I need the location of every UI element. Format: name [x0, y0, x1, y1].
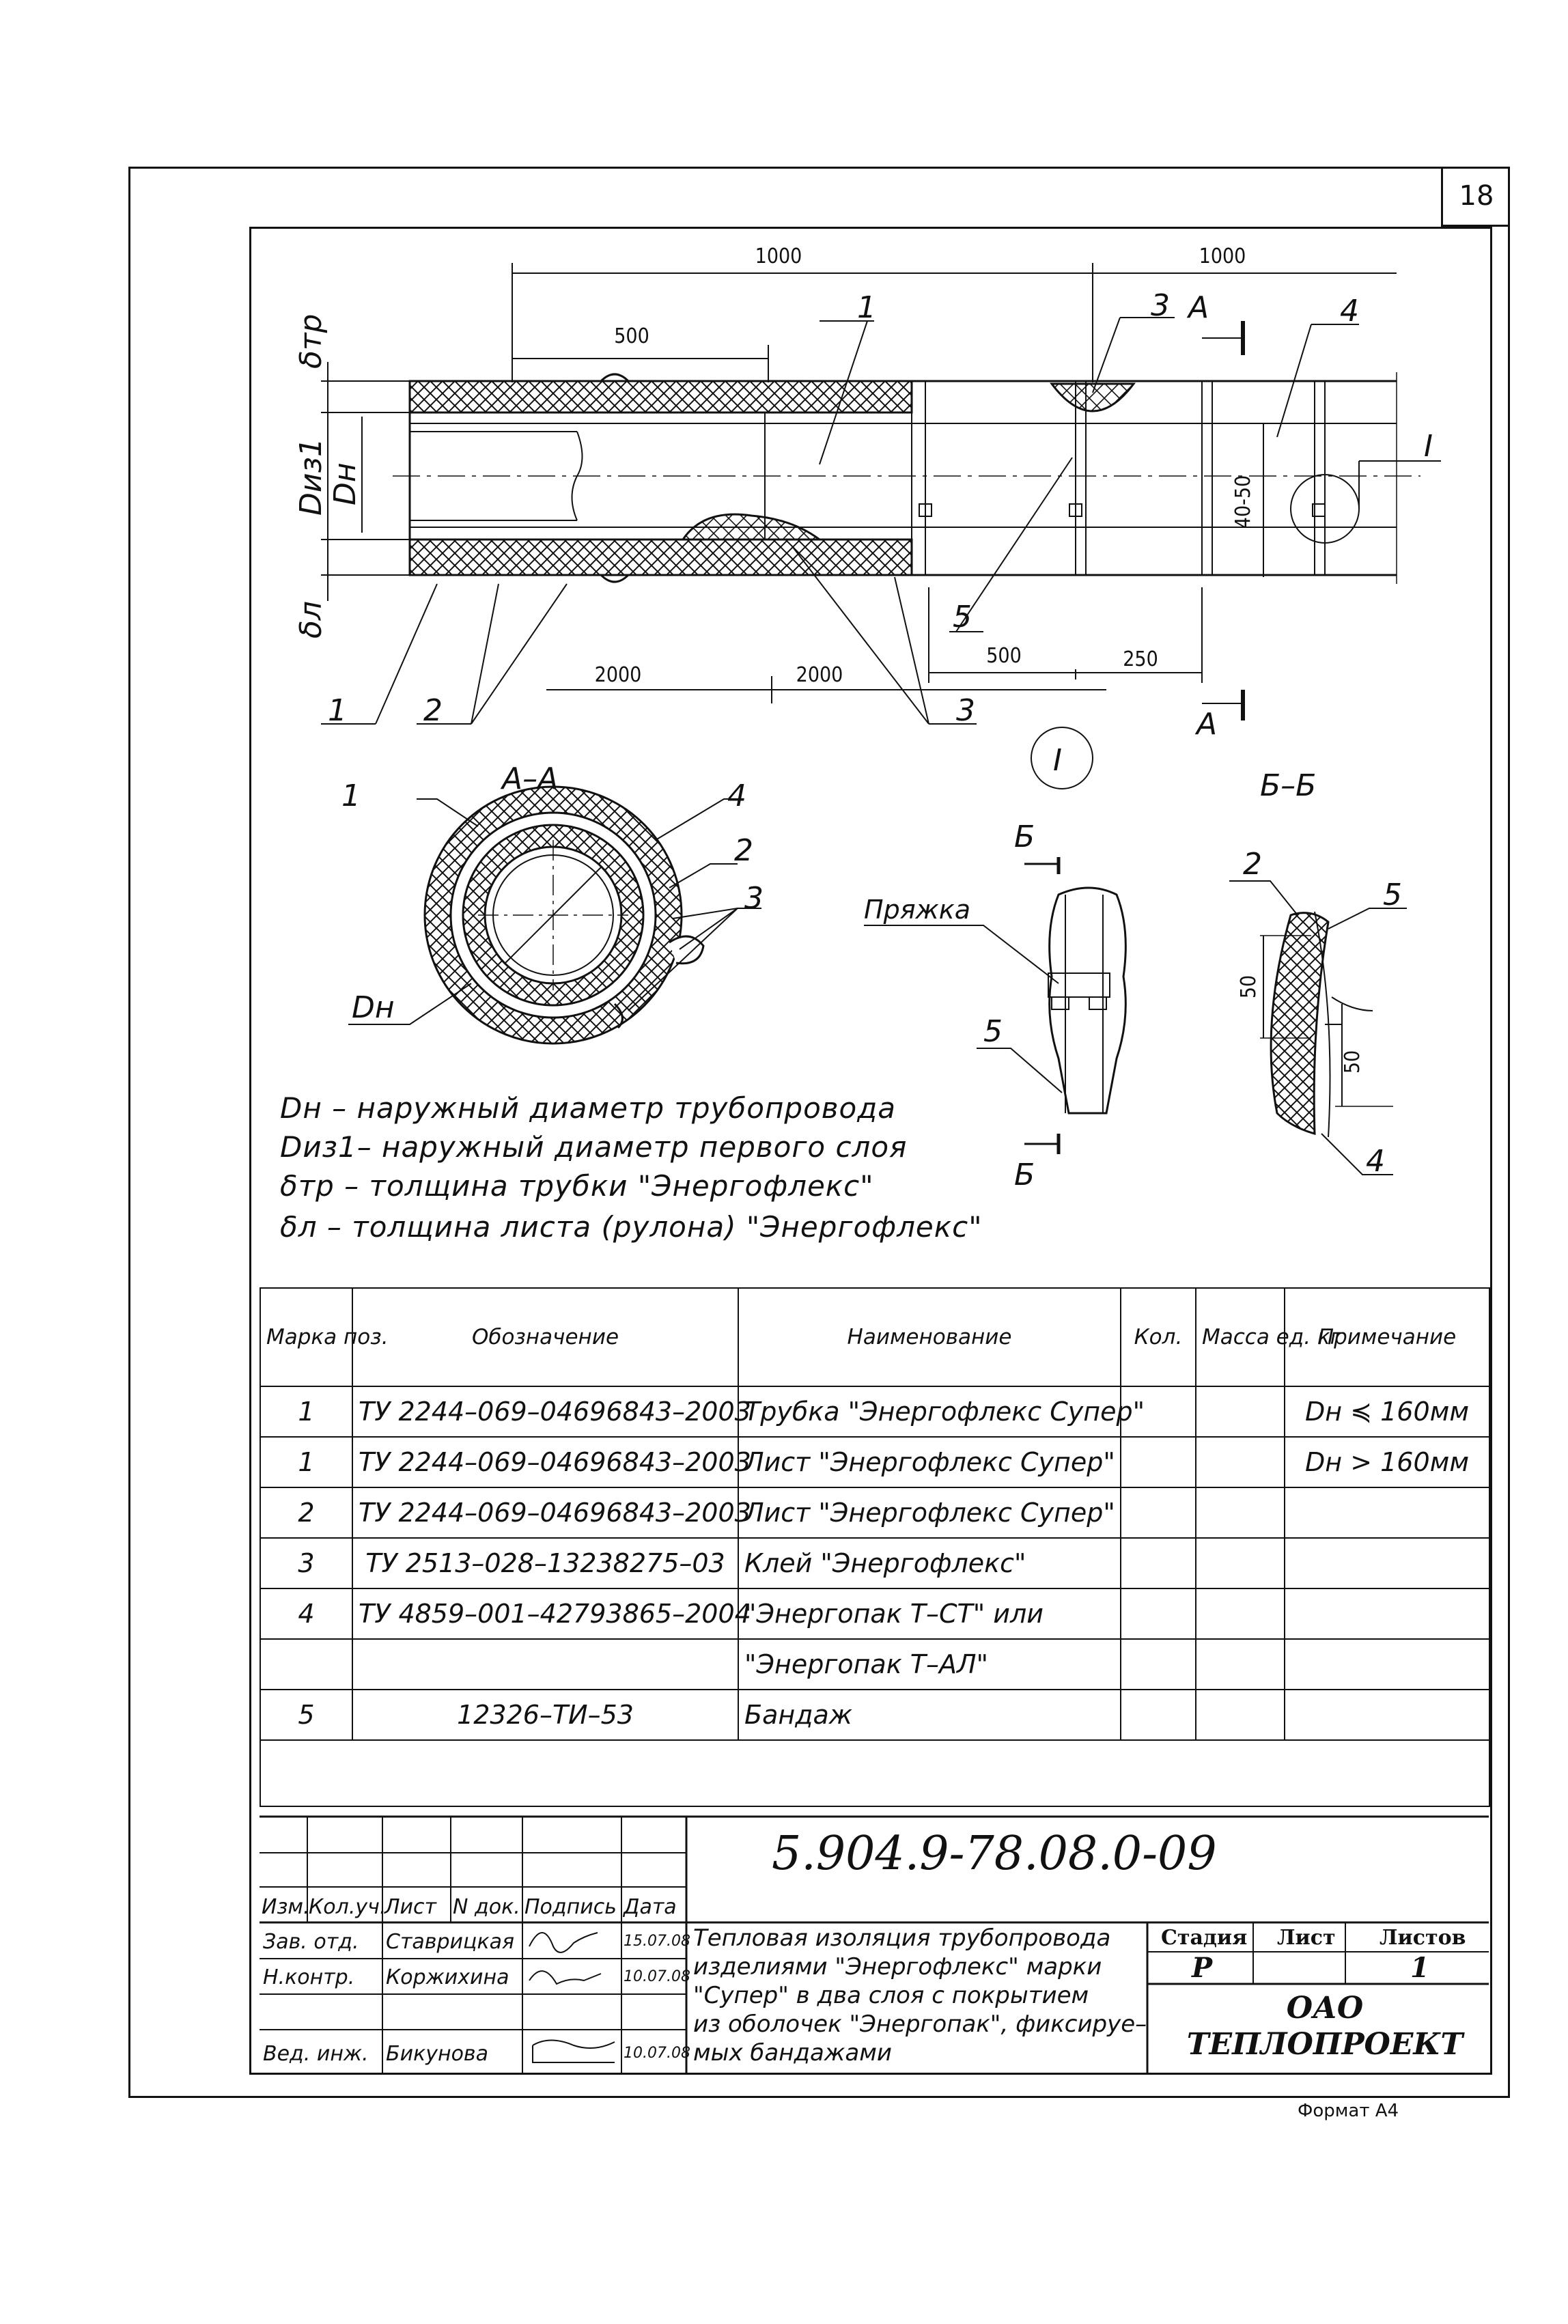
legend-line-diz1: Dиз1– наружный диаметр первого слоя — [280, 1130, 908, 1164]
legend-line-delta-l: δл – толщина листа (рулона) "Энергофлекс" — [280, 1210, 983, 1244]
aa-callout-3: 3 — [744, 881, 764, 916]
section-a-top: А — [1188, 290, 1209, 325]
dim-500-bottom: 500 — [986, 644, 1022, 668]
dn-side-label: Dн — [328, 462, 363, 505]
row-designation: ТУ 2513–028–13238275–03 — [352, 1538, 738, 1588]
role-n-kontr: Н.контр. — [263, 1965, 355, 1989]
delta-l-label: δл — [294, 600, 328, 639]
row-note: Dн > 160мм — [1285, 1437, 1489, 1487]
row-name: Лист "Энергофлекс Супер" — [738, 1487, 1121, 1538]
stage-value: Р — [1192, 1952, 1213, 1984]
row-mark: 3 — [260, 1538, 352, 1588]
bb-callout-5: 5 — [1383, 878, 1402, 912]
callout-5-mid: 5 — [953, 600, 972, 634]
title-line-5: мых бандажами — [693, 2039, 893, 2067]
dim-500-top: 500 — [614, 324, 649, 348]
dim-2000-right: 2000 — [796, 663, 843, 687]
cut-b-top: Б — [1014, 820, 1035, 854]
sheets-label: Листов — [1380, 1926, 1466, 1950]
format-label: Формат А4 — [1298, 2101, 1399, 2121]
d-iz1-label: Dиз1 — [294, 438, 328, 516]
callout-3-bottom: 3 — [956, 693, 975, 728]
org-line-1: ОАО — [1286, 1991, 1364, 2026]
callout-2-bottom: 2 — [423, 693, 443, 728]
col-ndoc: N док. — [453, 1895, 520, 1919]
row-name: "Энергопак Т–СТ" или — [738, 1588, 1121, 1639]
callout-3-top: 3 — [1151, 288, 1170, 323]
callout-1-top: 1 — [857, 290, 876, 325]
sheets-value: 1 — [1410, 1952, 1429, 1984]
row-designation: ТУ 4859–001–42793865–2004 — [352, 1588, 738, 1639]
dim-40-50: 40-50 — [1231, 475, 1255, 529]
name-korzhikhina: Коржихина — [386, 1965, 509, 1989]
callout-detail-i: I — [1424, 429, 1433, 464]
row-designation: 12326–ТИ–53 — [352, 1690, 738, 1740]
col-date: Дата — [624, 1895, 677, 1919]
col-kol: Кол.уч. — [309, 1895, 387, 1919]
section-a-bottom: А — [1196, 707, 1218, 742]
legend-line-delta-tr: δтр – толщина трубки "Энергофлекс" — [280, 1169, 874, 1203]
sheet-number: 18 — [1459, 180, 1494, 212]
org-line-2: ТЕПЛОПРОЕКТ — [1186, 2027, 1464, 2062]
row-name: Лист "Энергофлекс Супер" — [738, 1437, 1121, 1487]
dim-1000-right: 1000 — [1199, 244, 1246, 268]
role-zav-otd: Зав. отд. — [263, 1930, 359, 1954]
title-line-4: из оболочек "Энергопак", фиксируе– — [693, 2011, 1147, 2038]
name-bikunova: Бикунова — [386, 2042, 488, 2066]
row-mark: 2 — [260, 1487, 352, 1538]
date-3: 10.07.08 — [624, 2045, 690, 2062]
aa-callout-4: 4 — [727, 779, 746, 813]
header-mark: Марка поз. — [260, 1288, 352, 1386]
row-designation: ТУ 2244–069–04696843–2003 — [352, 1437, 738, 1487]
row-note: Dн ≼ 160мм — [1285, 1386, 1489, 1437]
legend-line-dn: Dн – наружный диаметр трубопровода — [280, 1091, 897, 1125]
aa-callout-2: 2 — [734, 833, 753, 868]
stage-label: Стадия — [1161, 1926, 1248, 1950]
sheet-label: Лист — [1277, 1926, 1336, 1950]
detail-callout-5: 5 — [983, 1014, 1003, 1049]
row-name: Клей "Энергофлекс" — [738, 1538, 1121, 1588]
callout-4-top: 4 — [1340, 294, 1359, 328]
title-line-1: Тепловая изоляция трубопровода — [693, 1924, 1111, 1952]
header-mass: Масса ед. кг — [1196, 1288, 1285, 1386]
delta-tr-label: δтр — [294, 313, 328, 369]
row-designation: ТУ 2244–069–04696843–2003 — [352, 1386, 738, 1437]
row-name: Бандаж — [738, 1690, 1121, 1740]
header-name: Наименование — [738, 1288, 1121, 1386]
cut-b-bottom: Б — [1014, 1158, 1035, 1192]
aa-callout-1: 1 — [341, 779, 361, 813]
section-aa-label: А–А — [502, 761, 559, 796]
row-mark: 1 — [260, 1437, 352, 1487]
signatures — [529, 1933, 615, 2062]
dim-250: 250 — [1123, 647, 1158, 671]
bb-callout-2: 2 — [1243, 847, 1262, 882]
row-mark: 4 — [260, 1588, 352, 1639]
detail-i-circle-label: I — [1053, 743, 1062, 778]
dim-2000-left: 2000 — [594, 663, 642, 687]
title-line-2: изделиями "Энергофлекс" марки — [693, 1953, 1102, 1980]
header-qty: Кол. — [1121, 1288, 1196, 1386]
date-2: 10.07.08 — [624, 1968, 690, 1985]
row-designation: ТУ 2244–069–04696843–2003 — [352, 1487, 738, 1538]
row-name: "Энергопак Т–АЛ" — [738, 1639, 1121, 1690]
header-designation: Обозначение — [352, 1288, 738, 1386]
aa-dn-label: Dн — [352, 990, 395, 1025]
col-sign: Подпись — [524, 1895, 617, 1919]
bb-callout-4: 4 — [1366, 1144, 1385, 1179]
dim-1000-left: 1000 — [755, 244, 802, 268]
row-mark: 1 — [260, 1386, 352, 1437]
title-line-3: "Супер" в два слоя с покрытием — [693, 1982, 1089, 2009]
col-list: Лист — [384, 1895, 437, 1919]
row-mark: 5 — [260, 1690, 352, 1740]
date-1: 15.07.08 — [624, 1933, 690, 1950]
col-izm: Изм. — [262, 1895, 310, 1919]
section-bb-label: Б–Б — [1260, 768, 1317, 803]
dim-50-b: 50 — [1341, 1050, 1364, 1074]
document-code: 5.904.9-78.08.0-09 — [772, 1827, 1217, 1881]
dim-50-a: 50 — [1237, 975, 1261, 999]
name-stavritskaya: Ставрицкая — [386, 1930, 514, 1954]
buckle-label: Пряжка — [864, 895, 971, 925]
role-ved-inzh: Вед. инж. — [263, 2042, 369, 2066]
header-note: Примечание — [1285, 1288, 1489, 1386]
callout-1-bottom: 1 — [328, 693, 347, 728]
row-name: Трубка "Энергофлекс Супер" — [738, 1386, 1121, 1437]
